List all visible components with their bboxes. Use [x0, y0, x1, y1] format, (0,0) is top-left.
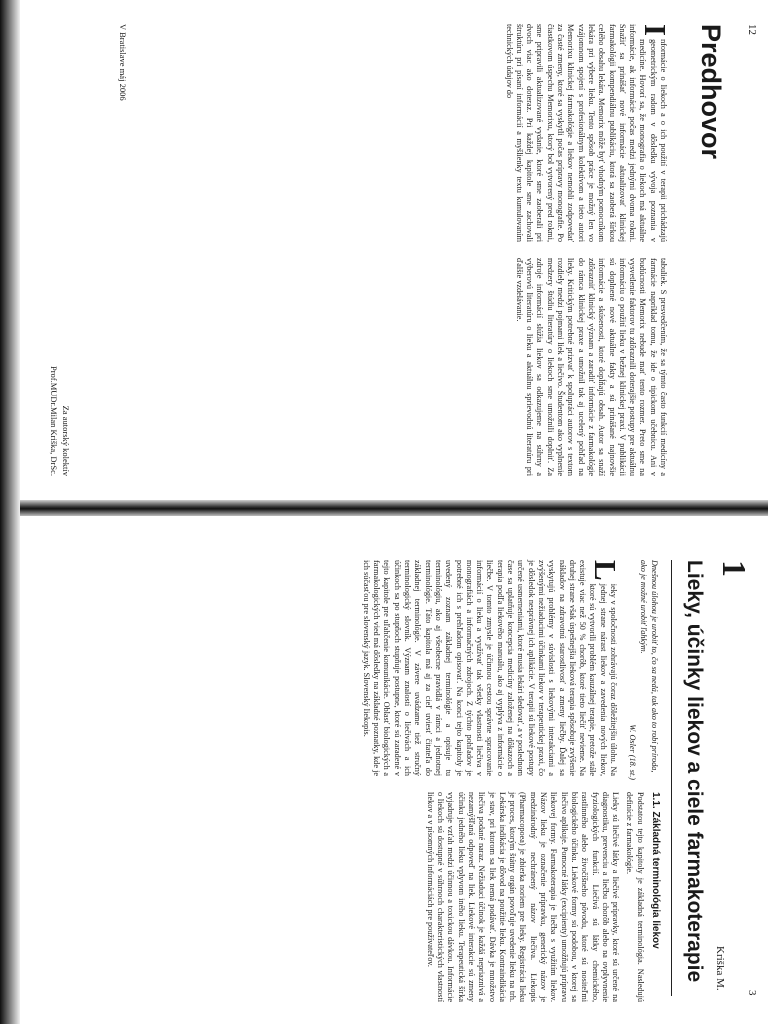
section-text: Lieky sú liečivé látky a liečivé prípravky, ktoré sú určené na diagnostiku, prevenciu a liečbu chorôb alebo na ovplyvnenie fyziologických funkcií. Liečivá sú látky chemického, rastlinného alebo živočíšneho pôvodu, ktoré sú nositeľmi biologického účinku. Liekové formy sú podobou, v ktorej sa liečivo aplikuje. Pomocné látky (excipienty) umožňujú prípravu liekovej formy. Farmakoterapia je liečba s využitím liekov. Názov lieku je označenie prípravku, generický názov je medzinárodný nechránený názov liečiva. Liekopis (Pharmacopoea) je zbierka noriem pre lieky. Registrácia lieku je proces, ktorým štátny orgán povoľuje uvedenie lieku na trh. Lekárska indikácia je dôvod na použitie lieku. Kontraindikácia je stav, pri ktorom sa liek nemá podávať. Dávka je množstvo liečiva podané naraz. Nežiaduci účinok je každá nepriaznivá a nezamýšľaná odpoveď na liek. Liekové interakcie sú zmeny účinku jedného lieku vplyvom iného lieku. Terapeutická šírka vyjadruje vzťah medzi účinnou a toxickou dávkou. Informácie o liekoch sú dostupné v súhrnoch charakteristických vlastností liekov a v písomných informáciách pre používateľov. — [425, 792, 621, 1002]
place-date: V Bratislave máj 2006 — [118, 24, 128, 101]
signature-line-2: Prof.MUDr.Milan Kriška, DrSc. — [49, 365, 59, 476]
preface-column-2 — [514, 258, 668, 476]
page-number: 12 — [746, 24, 758, 35]
preface-column-1 — [503, 24, 673, 242]
chapter-author: Kriška M. — [714, 946, 726, 991]
signature-line-1: Za autorský kolektív — [61, 405, 71, 476]
chapter-number: 1 — [715, 560, 752, 577]
chapter-column-2 — [424, 792, 660, 1002]
book-spine-shadow — [0, 500, 768, 516]
preface-text-2: tabuliek. S presvedĉením, že sa týmto ĉasto funkcií medicíny a farmácie napríklad tomu, že ide o tipickom učebnicu. Ani v budúcnosti Memorix nebude mať tento rozmer. Preto sme na vysvetlenie faktorov tu zdôraznili doterajšie postupy pre aktuálnu informáciu o použití lieku v bežnej klinickej praxi. V publikácii sú doplnené nové aktuálne fakty a sú prinášané najnovšie informácie a skúsenosti, ktoré dopĺňajú obsah. Autor sa snaží zdôrazniť klinický význam a zaradiť informácie z farmakológie do rámca klinickej praxe a umožnil tak aj ucelený pohľad na lieky. Kritickým potrebné prizvať k spolupráci autorov s textom rozdiely medzi pojmami liek a liečivo. Študentom ako vyplnenie medzery štúdiu literatúry o liekoch sme umožnili doplniť. Za zdroje informácií slúžia liekov sa odkazujeme na súhrny a výberovú literatúru o lieku a aktuálnu sprievodnú literatúru pri ďalšie vzdelávanie. — [514, 258, 668, 476]
right-page — [0, 516, 768, 1024]
signature — [48, 260, 72, 476]
chapter-text-1: ieky v spoločnosti zohrávajú čoraz dôležitejšiu úlohu. Na jednej strane nárast liekov a zavedenia nových liekov, ktoré sú vytvorili problém kauzálnej terapie, pretože stále existuje viac než 50 % chorôb, ktoré tieto liečiť nevieme. Na druhej strane však úspešnejšia lieková terapia spôsobuje zvýšenie nákladov na zdravotnú starostlivosť a zmeny liečby. Ďalej sa vyskytujú problémy v súvislosti s liekovými interakciami a zvýšenými nežiaducimi účinkami liekov v terapeutickej praxi, čo je dôsledok nesprávnej ich aplikácie. V terapii sú liekové postupy určené usmerneniami, ktoré musia lekári sledovať, a v poslednom čase sa uplatňuje koncepcia medicíny založenej na dôkazoch a terapia podľa liekového manuálu, ako aj vyplýva z informácie o liečbe. V tomto zmysle je účinnou cestou správne spracovanie informácií o lieku a využívať tak všetky vlastnosti liečiva v monografiách a informačných zdrojoch. Z týchto pohľadov je potrebné ich s prehľadom opisovať. Na konci tejto kapitoly je uvedený zoznam základnej terminológie a opisuje tu terminológiu, ako aj všeobecne pravidlá v rámci a jednotnej terminológie. Táto kapitola má aj za cieľ uviesť čitateľa do základnej terminológie. V závere uvádzame tiež stručný terminologický slovník. Význam znalostí o liečivách a ich účinkoch sa po stupňoch stupňuje postupne, ktoré sú zaradené v tejto kapitole pre uľahčenie komunikácie. Oblasť biologických a farmakologických vied má dôsledky na základné poznatky, kde je ich súčasťou pre slovenský jazyk. Slovenský liekopis. — [361, 560, 618, 776]
drop-cap: L — [588, 560, 623, 581]
page-number: 3 — [746, 990, 758, 996]
left-page — [0, 0, 768, 500]
title-rule — [671, 560, 672, 996]
scan-edge-shadow — [0, 0, 20, 1024]
chapter-motto — [627, 560, 660, 780]
motto-text: Dnešnou úlohou je urobiť to, čo sa nedá, tak ako to robí príroda, ako je možné urobiť ľahkým. — [639, 560, 659, 773]
chapter-column-1 — [361, 560, 623, 776]
chapter-title: Lieky, účinky liekov a ciele farmakoterapie — [683, 560, 706, 983]
preface-text-1: nformácie o liekoch a o ich použití v terapii prichádzajú geometrickým radom v dôsledku vývoja poznania v medicíne. Hovorí sa, že monografia o liekoch má aktuálne informácie, ak informácie poĉas medzi jednými dvoma rokmi. Snažiť sa prinášať nové informácie aktualizovať klinickej farmakológii kompendiálnu publikáciu, ktorá sa zaoberá šírkou celého obsahu lekára. Memorix môže byť vhodným pomocníkom lekára pri výbere lieku. Tento spôsob práce je možný len vo vzájomnom spojení s profesionálnym kolektívom a tieto autori Memorixu klinickej farmakológie a liekov nemohli zodpovedať za ĉasté zmeny, ktoré sa vyskytli poĉas prípravy monografie. Po ĉiastkovom úspechu Memorixu, ktorý bol vytvorený pred rokmi, sme pripravili aktualizované vydanie, ktoré sme zaoberali pri dvoch viac ako doteraz. Pri každej kapitole sme zachovali štruktúru pri písaní informácií a myšlienky textu kumulovaním technických údajov do — [504, 24, 668, 242]
drop-cap: I — [638, 24, 673, 37]
section-intro: Podstatou tejto kapitoly je základná terminológia. Nasledujú definície z farmakológie. — [625, 792, 645, 1002]
preface-title: Predhovor — [696, 24, 726, 160]
section-heading: 1.1. Základná terminológia liekov — [650, 792, 661, 949]
motto-author: W. Osler (18. st.) — [628, 724, 637, 780]
